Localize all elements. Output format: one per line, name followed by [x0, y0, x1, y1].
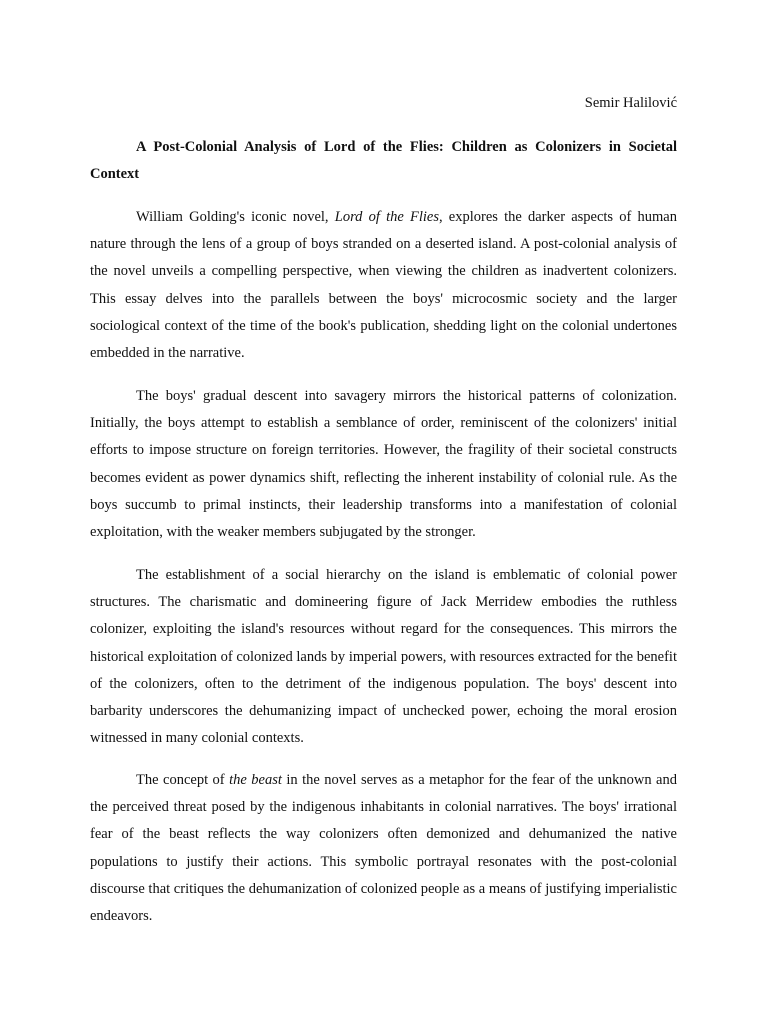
- paragraph-4-intro: The concept of: [136, 772, 230, 788]
- beast-emphasis: the beast: [229, 772, 282, 788]
- document-page: [90, 0, 677, 1024]
- paragraph-1-body: , explores the darker aspects of human nature through the lens of a group of boys stranded on a deserted island. A post-colonial analysis of the novel unveils a compelling perspective, when viewing the children as inadvertent colonizers. This essay delves into the parallels between the boys' microcosmic society and the larger sociological context of the time of the book's publication, shedding light on the colonial undertones embedded in the narrative.: [90, 209, 677, 362]
- paragraph-1-intro: William Golding's iconic novel,: [136, 209, 335, 225]
- paragraph-4-body: in the novel serves as a metaphor for the fear of the unknown and the perceived threat posed by the indigenous inhabitants in colonial narratives. The boys' irrational fear of the beast reflects the way colonizers often demonized and dehumanized the native populations to justify their actions. This symbolic portrayal resonates with the post-colonial discourse that critiques the dehumanization of colonized people as a means of justifying imperialistic endeavors.: [90, 772, 677, 925]
- book-title-emphasis: Lord of the Flies: [334, 209, 439, 225]
- paragraph-4: [90, 767, 677, 930]
- paragraph-3: The establishment of a social hierarchy on the island is emblematic of colonial power structures. The charismatic and domineering figure of Jack Merridew embodies the ruthless colonizer, exploiting the island's resources without regard for the consequences. This mirrors the historical exploitation of colonized lands by imperial powers, with resources extracted for the benefit of the colonizers, often to the detriment of the indigenous population. The boys' descent into barbarity underscores the dehumanizing impact of unchecked power, echoing the moral erosion witnessed in many colonial contexts.: [90, 567, 677, 747]
- essay-title: A Post-Colonial Analysis of Lord of the Flies: Children as Colonizers in Societal Context: [90, 139, 677, 182]
- author-name: Semir Halilović: [584, 95, 677, 111]
- paragraph-2: The boys' gradual descent into savagery mirrors the historical patterns of colonization. Initially, the boys attempt to establish a semblance of order, reminiscent of the colonizers' initial efforts to impose structure on foreign territories. However, the fragility of their societal constructs becomes evident as power dynamics shift, reflecting the inherent instability of colonial rule. As the boys succumb to primal instincts, their leadership transforms into a manifestation of colonial exploitation, with the weaker members subjugated by the stronger.: [90, 388, 677, 541]
- paragraph-1: [90, 204, 677, 367]
